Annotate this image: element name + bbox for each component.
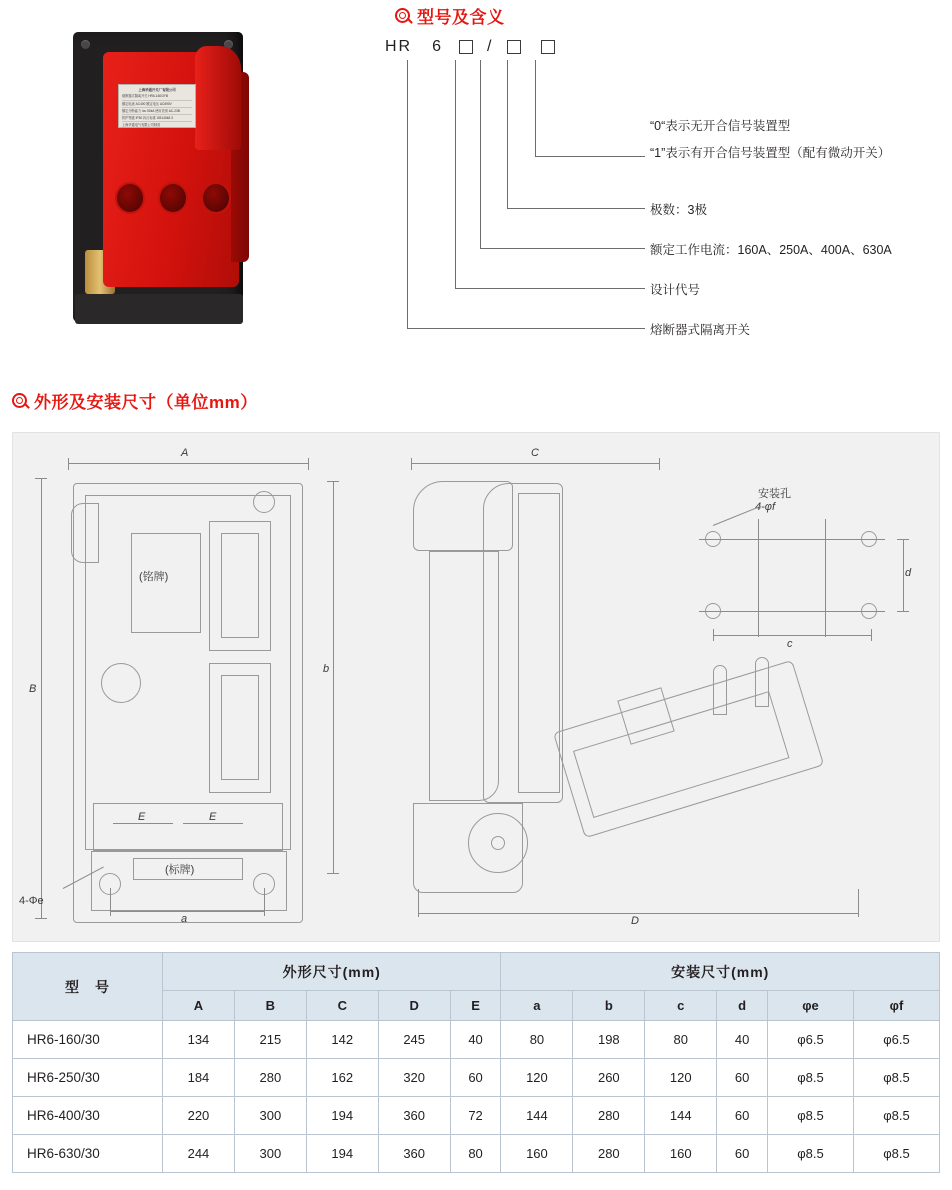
dimension-tick — [659, 458, 660, 470]
nameplate-row: 熔断器式隔离开关 HR6-160/3YB — [122, 93, 192, 100]
nameplate-company: 上海华通开关厂有限公司 — [138, 88, 176, 92]
cell-value: φ8.5 — [853, 1059, 939, 1097]
cell-value: 144 — [645, 1097, 717, 1135]
cell-value: 244 — [163, 1135, 235, 1173]
leader-line — [507, 60, 508, 208]
front-view-module-inner — [221, 533, 259, 638]
cell-value: 360 — [378, 1097, 450, 1135]
table-subheader-b: b — [573, 991, 645, 1021]
cell-value: 280 — [573, 1135, 645, 1173]
model-box-2 — [507, 40, 521, 54]
hole-pattern-centerline — [758, 519, 759, 637]
annotation-5: 熔断器式隔离开关 — [650, 323, 751, 337]
side-view-pin — [755, 657, 769, 707]
dimension-tick — [418, 889, 419, 917]
nameplate-label — [118, 84, 196, 128]
leader-line — [507, 208, 645, 209]
table-subheader-d: d — [717, 991, 768, 1021]
nameplate-row: 额定分断能力 Icu 50kA 使用类别 AC-23B — [122, 108, 192, 115]
cell-value: 60 — [450, 1059, 501, 1097]
side-view-bracket — [429, 551, 499, 801]
search-icon — [12, 393, 27, 408]
dimension-line-c — [713, 635, 871, 636]
model-code-row — [385, 38, 555, 56]
model-box-1 — [459, 40, 473, 54]
cell-value: 120 — [501, 1059, 573, 1097]
operating-handle — [195, 46, 241, 150]
annotation-0: “0“表示无开合信号装置型 — [650, 119, 791, 133]
cell-value: 120 — [645, 1059, 717, 1097]
mount-hole — [253, 491, 275, 513]
section-title-text: 型号及含义 — [417, 8, 505, 27]
dimension-tick — [327, 873, 339, 874]
dimension-tick — [871, 629, 872, 641]
table-subheader-c: c — [645, 991, 717, 1021]
table-header-model: 型 号 — [13, 953, 163, 1021]
cell-value: φ6.5 — [768, 1021, 854, 1059]
cell-value: φ8.5 — [768, 1097, 854, 1135]
cell-value: 220 — [163, 1097, 235, 1135]
mount-hole-caption: 安装孔 — [758, 488, 791, 500]
search-icon — [395, 8, 410, 23]
table-row — [13, 1097, 940, 1135]
table-subheader-A: A — [163, 991, 235, 1021]
cell-value: 40 — [450, 1021, 501, 1059]
dimension-line-D — [418, 913, 858, 914]
leader-line — [713, 506, 762, 526]
leader-line — [535, 156, 645, 157]
fuse-window — [201, 182, 231, 214]
cell-value: 60 — [717, 1135, 768, 1173]
table-subheader-a: a — [501, 991, 573, 1021]
section-heading-dimensions — [12, 388, 258, 413]
nameplate-row: 防护等级 IP30 执行标准 GB14048.3 — [122, 115, 192, 122]
cell-value: 280 — [573, 1097, 645, 1135]
dimension-tick — [411, 458, 412, 470]
dimension-line-d — [903, 539, 904, 611]
model-box-3 — [541, 40, 555, 54]
dimension-line-A — [68, 463, 308, 464]
dimension-tick — [35, 918, 47, 919]
side-view-inner — [518, 493, 560, 793]
cell-value: 80 — [450, 1135, 501, 1173]
side-view-lower — [413, 803, 523, 893]
dimension-tick — [713, 629, 714, 641]
nameplate-caption: (铭牌) — [139, 571, 169, 583]
cell-value: 160 — [501, 1135, 573, 1173]
table-subheader-phie: φe — [768, 991, 854, 1021]
front-view-module-2-inner — [221, 675, 259, 780]
spec-table — [12, 952, 940, 1173]
cell-value: φ8.5 — [853, 1097, 939, 1135]
table-subheader-C: C — [306, 991, 378, 1021]
section-heading-model-meaning — [395, 3, 505, 28]
dimension-label-E: E — [138, 811, 146, 823]
dimension-label-a: a — [181, 913, 188, 925]
cell-value: 72 — [450, 1097, 501, 1135]
fuse-window-group — [113, 182, 233, 222]
dimension-tick — [308, 458, 309, 470]
annotation-1: “1”表示有开合信号装置型（配有微动开关） — [650, 146, 891, 160]
dimension-tick — [858, 889, 859, 917]
dimension-tick — [264, 888, 265, 916]
leader-line — [407, 328, 645, 329]
dimension-line-E2 — [183, 823, 243, 824]
dimension-label-A: A — [181, 447, 189, 459]
cell-value: 215 — [234, 1021, 306, 1059]
table-row — [13, 1021, 940, 1059]
hole-pattern-line — [699, 539, 885, 540]
cell-value: 300 — [234, 1135, 306, 1173]
cell-value: 80 — [645, 1021, 717, 1059]
dimension-label-B: B — [29, 683, 37, 695]
fuse-window — [158, 182, 188, 214]
dimension-label-d: d — [905, 567, 912, 579]
cell-value: φ8.5 — [768, 1135, 854, 1173]
dimension-line-B — [41, 478, 42, 918]
cell-value: 80 — [501, 1021, 573, 1059]
markplate-caption: (标牌) — [165, 864, 195, 876]
cell-value: 184 — [163, 1059, 235, 1097]
dimension-drawing-panel — [12, 432, 940, 942]
dimension-line-E1 — [113, 823, 173, 824]
label-4-phi-f: 4-φf — [755, 501, 776, 513]
cell-value: φ8.5 — [768, 1059, 854, 1097]
cell-value: 300 — [234, 1097, 306, 1135]
cell-model: HR6-250/30 — [13, 1059, 163, 1097]
dimension-line-a — [110, 911, 264, 912]
cell-model: HR6-630/30 — [13, 1135, 163, 1173]
dimension-label-D: D — [631, 915, 639, 927]
table-subheader-E: E — [450, 991, 501, 1021]
product-base — [75, 294, 243, 324]
side-view-pin — [713, 665, 727, 715]
cell-value: φ6.5 — [853, 1021, 939, 1059]
dimension-line-C — [411, 463, 659, 464]
table-subheader-phif: φf — [853, 991, 939, 1021]
dimension-label-c: c — [787, 638, 793, 650]
annotation-4: 设计代号 — [650, 283, 701, 297]
dimension-tick — [327, 481, 339, 482]
cell-value: 260 — [573, 1059, 645, 1097]
table-row — [13, 1059, 940, 1097]
cell-value: 144 — [501, 1097, 573, 1135]
screw-icon — [81, 40, 90, 49]
cell-value: 198 — [573, 1021, 645, 1059]
leader-line — [455, 288, 645, 289]
hole-pattern-line — [699, 611, 885, 612]
cell-value: 320 — [378, 1059, 450, 1097]
cell-value: 40 — [717, 1021, 768, 1059]
dimension-line-b — [333, 481, 334, 873]
fuse-window — [115, 182, 145, 214]
cell-value: 134 — [163, 1021, 235, 1059]
cell-value: 162 — [306, 1059, 378, 1097]
dimension-tick — [35, 478, 47, 479]
leader-line — [480, 248, 645, 249]
cell-value: φ8.5 — [853, 1135, 939, 1173]
cell-model: HR6-400/30 — [13, 1097, 163, 1135]
cell-value: 194 — [306, 1097, 378, 1135]
front-view-circle — [101, 663, 141, 703]
model-digit: 6 — [432, 38, 444, 55]
model-designation-diagram — [385, 30, 945, 360]
model-prefix: HR — [385, 38, 413, 55]
nameplate-row: 上海华通电气有限公司制造 — [122, 122, 192, 128]
table-row — [13, 1135, 940, 1173]
table-header-outline: 外形尺寸(mm) — [163, 953, 501, 991]
model-slash: / — [487, 38, 494, 55]
cell-value: 360 — [378, 1135, 450, 1173]
cell-value: 142 — [306, 1021, 378, 1059]
front-view-hook — [71, 503, 99, 563]
cell-value: 160 — [645, 1135, 717, 1173]
leader-line — [535, 60, 536, 156]
cell-model: HR6-160/30 — [13, 1021, 163, 1059]
section-title-text: 外形及安装尺寸（单位mm） — [34, 393, 258, 412]
cell-value: 245 — [378, 1021, 450, 1059]
annotation-3: 额定工作电流：160A、250A、400A、630A — [650, 243, 892, 257]
table-subheader-B: B — [234, 991, 306, 1021]
dimension-label-E: E — [209, 811, 217, 823]
table-header-mounting: 安装尺寸(mm) — [501, 953, 940, 991]
nameplate-row: 额定电流 AC400 额定电压 AC690V — [122, 101, 192, 108]
front-view-terminal-bar — [93, 803, 283, 851]
leader-line — [455, 60, 456, 288]
cell-value: 280 — [234, 1059, 306, 1097]
dimension-label-C: C — [531, 447, 539, 459]
table-subheader-D: D — [378, 991, 450, 1021]
leader-line — [407, 60, 408, 328]
label-4-phi-e: 4-Φe — [19, 895, 44, 907]
hole-pattern-centerline — [825, 519, 826, 637]
leader-line — [480, 60, 481, 248]
product-photo — [55, 22, 285, 332]
dimension-tick — [897, 539, 909, 540]
cell-value: 194 — [306, 1135, 378, 1173]
dimension-tick — [897, 611, 909, 612]
dimension-tick — [110, 888, 111, 916]
dimension-label-b: b — [323, 663, 330, 675]
cell-value: 60 — [717, 1097, 768, 1135]
dimension-tick — [68, 458, 69, 470]
cell-value: 60 — [717, 1059, 768, 1097]
annotation-2: 极数：3极 — [650, 203, 707, 217]
